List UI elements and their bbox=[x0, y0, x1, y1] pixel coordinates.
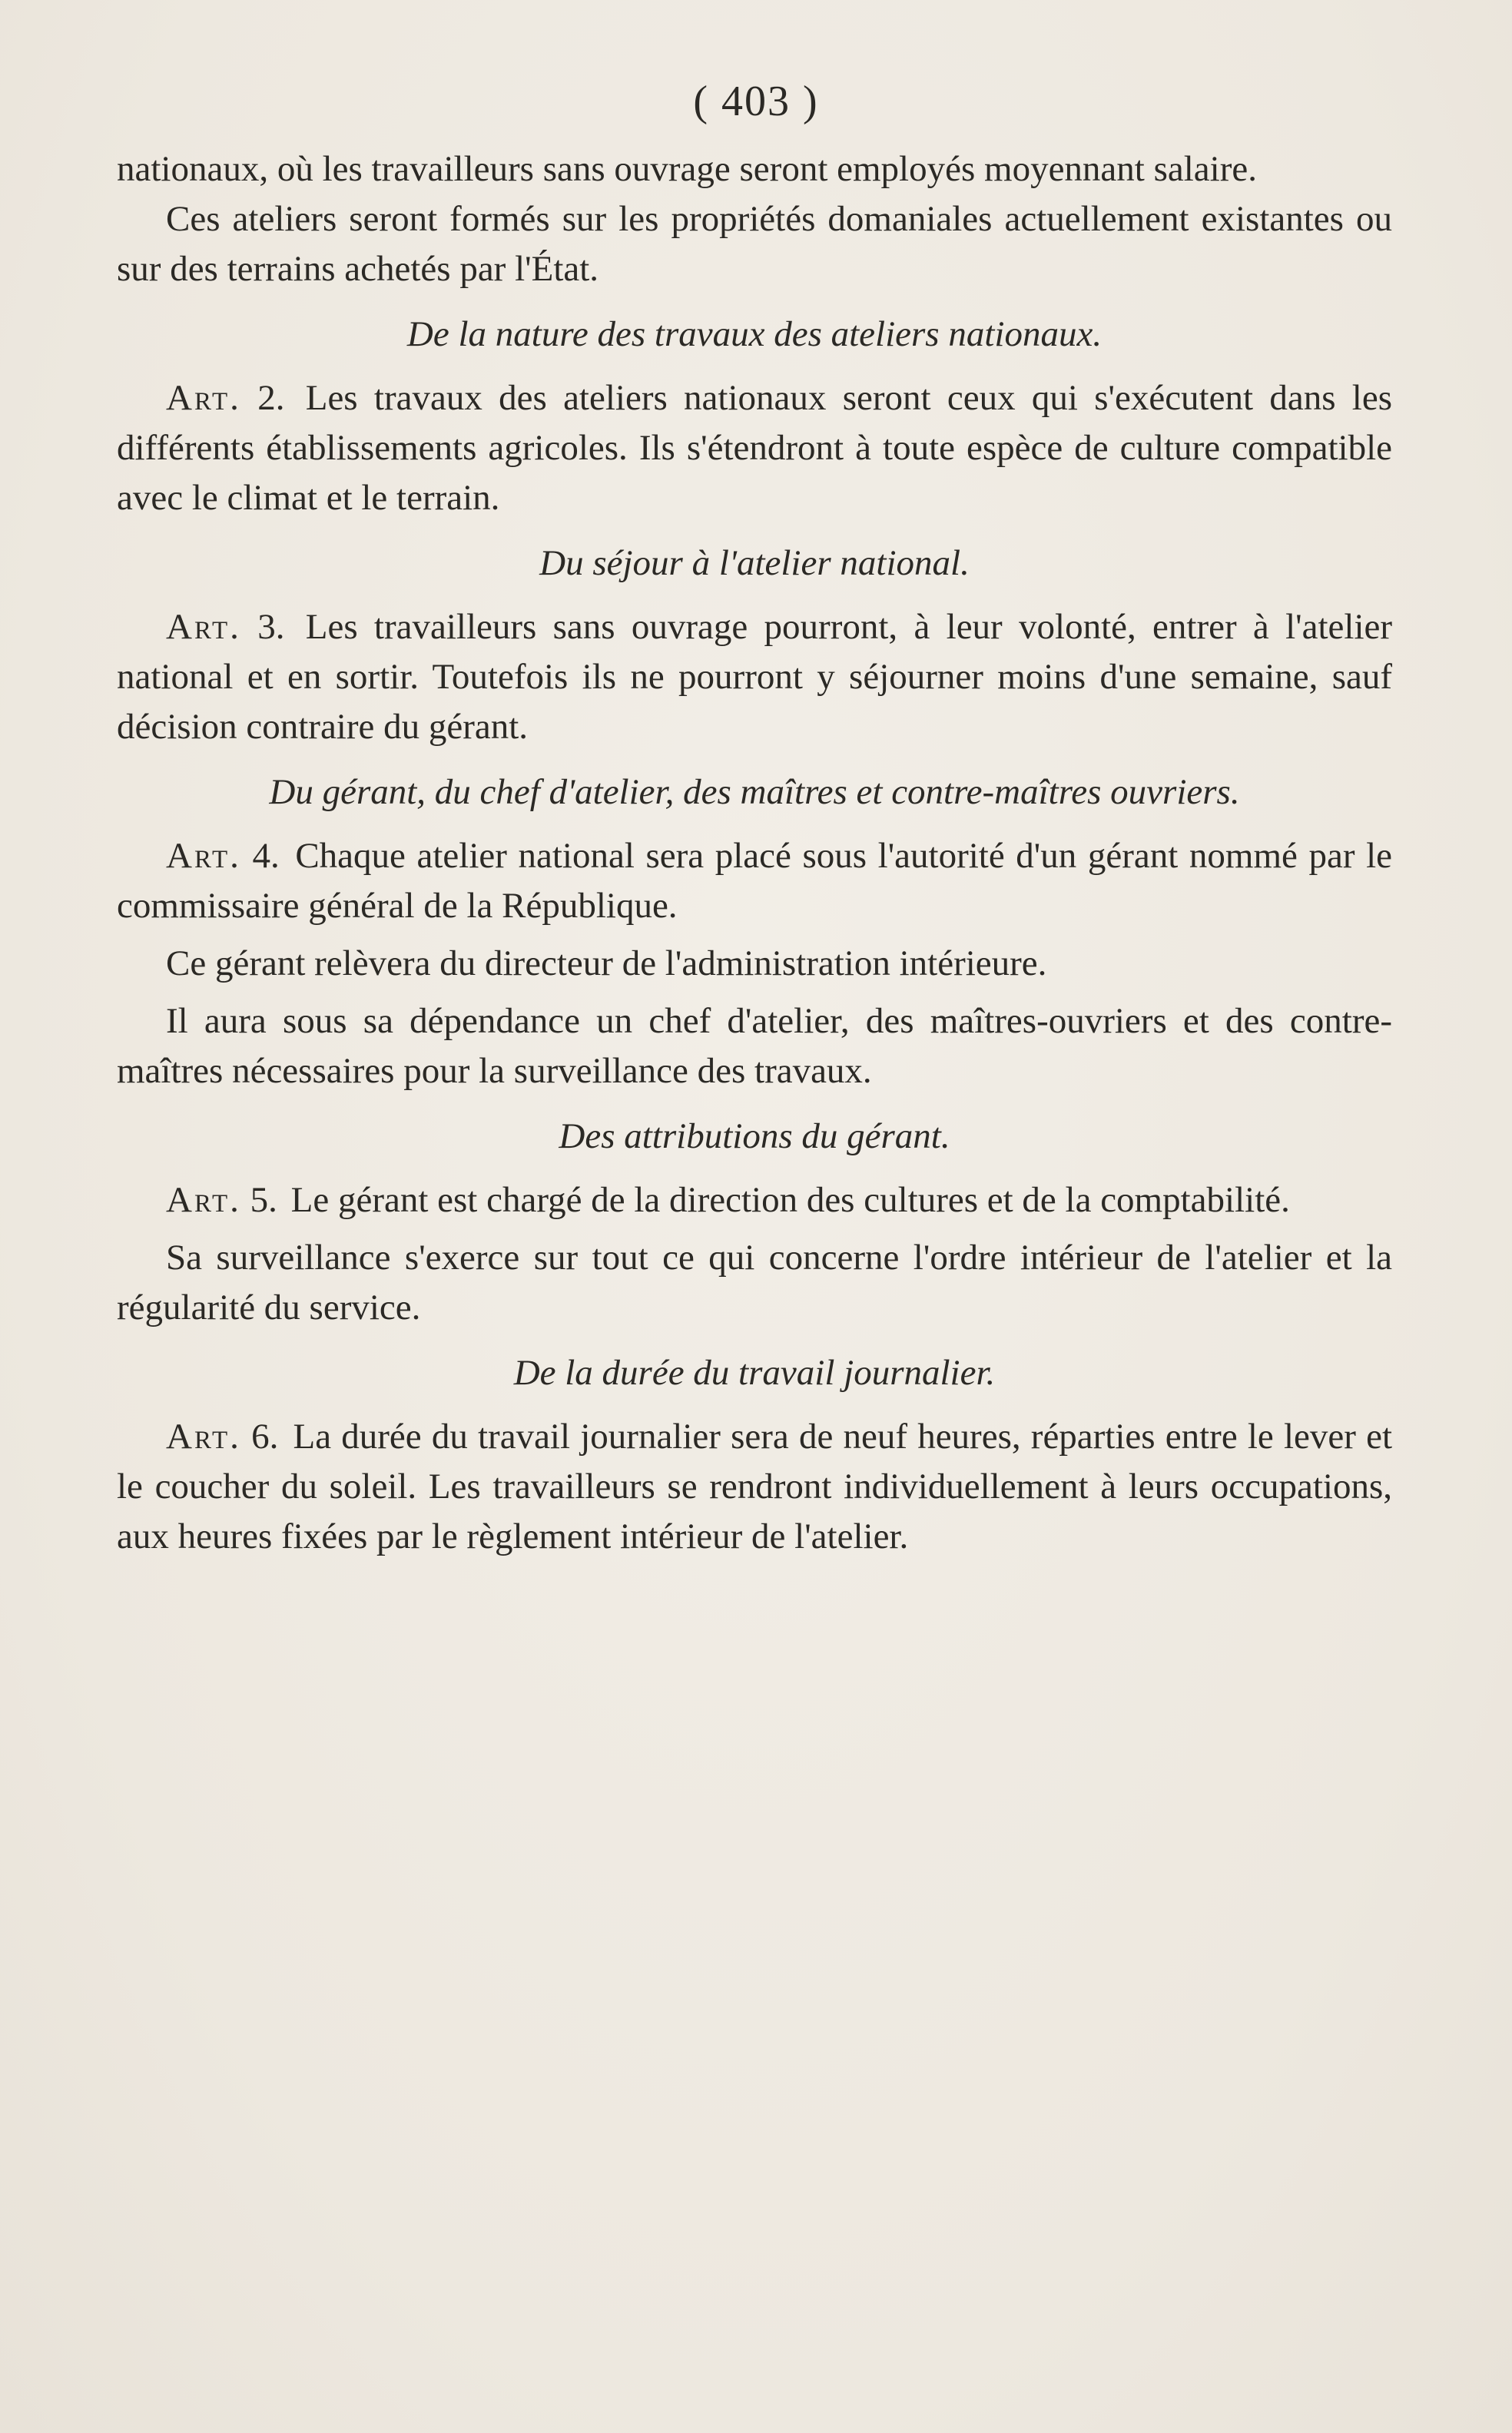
section-heading: De la durée du travail journalier. bbox=[513, 1353, 996, 1393]
section-heading: De la nature des travaux des ateliers nationaux. bbox=[406, 314, 1102, 354]
article-number: 2. bbox=[257, 378, 285, 418]
section-heading: Du gérant, du chef d'atelier, des maîtres et contre-maîtres ouvriers. bbox=[269, 772, 1240, 812]
article-number: 5. bbox=[250, 1180, 277, 1220]
article-label: Art. bbox=[166, 607, 241, 647]
paragraph: Il aura sous sa dépendance un chef d'atelier, des maîtres-ouvriers et des contre-maîtres nécessaires pour la surveillance des travaux. bbox=[117, 1001, 1392, 1091]
article-text: Les travailleurs sans ouvrage pourront, à leur volonté, entrer à l'atelier national et en sortir. Toutefois ils ne pourront y séjourner moins d'une semaine, sauf décision contraire du gérant. bbox=[117, 607, 1393, 747]
body-text bbox=[117, 144, 1392, 1562]
continuation-paragraph: nationaux, où les travailleurs sans ouvrage seront employés moyennant salaire. bbox=[117, 149, 1257, 189]
article-label: Art. bbox=[166, 836, 241, 876]
section-heading: Des attributions du gérant. bbox=[559, 1116, 950, 1156]
article-number: 6. bbox=[251, 1417, 279, 1457]
article-label: Art. bbox=[166, 1417, 241, 1457]
article-6 bbox=[117, 1412, 1392, 1562]
article-3 bbox=[117, 602, 1392, 752]
paragraph: Ces ateliers seront formés sur les propriétés domaniales actuellement existantes ou sur des terrains achetés par l'État. bbox=[117, 199, 1392, 289]
article-2 bbox=[117, 373, 1392, 523]
article-5 bbox=[117, 1175, 1392, 1225]
paragraph: Ce gérant relèvera du directeur de l'administration intérieure. bbox=[166, 943, 1047, 983]
article-text: Les travaux des ateliers nationaux seront ceux qui s'exécutent dans les différents établissements agricoles. Ils s'étendront à toute espèce de culture compatible avec le climat et le terrain. bbox=[117, 378, 1392, 518]
article-number: 3. bbox=[257, 607, 285, 647]
article-text: Le gérant est chargé de la direction des cultures et de la comptabilité. bbox=[290, 1180, 1290, 1220]
article-number: 4. bbox=[252, 836, 280, 876]
article-label: Art. bbox=[166, 1180, 241, 1220]
article-text: Chaque atelier national sera placé sous l'autorité d'un gérant nommé par le commissaire général de la République. bbox=[117, 836, 1392, 926]
article-4 bbox=[117, 831, 1392, 931]
section-heading: Du séjour à l'atelier national. bbox=[539, 543, 970, 583]
article-text: La durée du travail journalier sera de neuf heures, réparties entre le lever et le coucher du soleil. Les travailleurs se rendront individuellement à leurs occupations, aux heures fixées par le règlement intérieur de l'atelier. bbox=[117, 1417, 1393, 1556]
paragraph: Sa surveillance s'exerce sur tout ce qui concerne l'ordre intérieur de l'atelier et la régularité du service. bbox=[117, 1238, 1392, 1328]
page-number: ( 403 ) bbox=[693, 78, 819, 125]
article-label: Art. bbox=[166, 378, 241, 418]
